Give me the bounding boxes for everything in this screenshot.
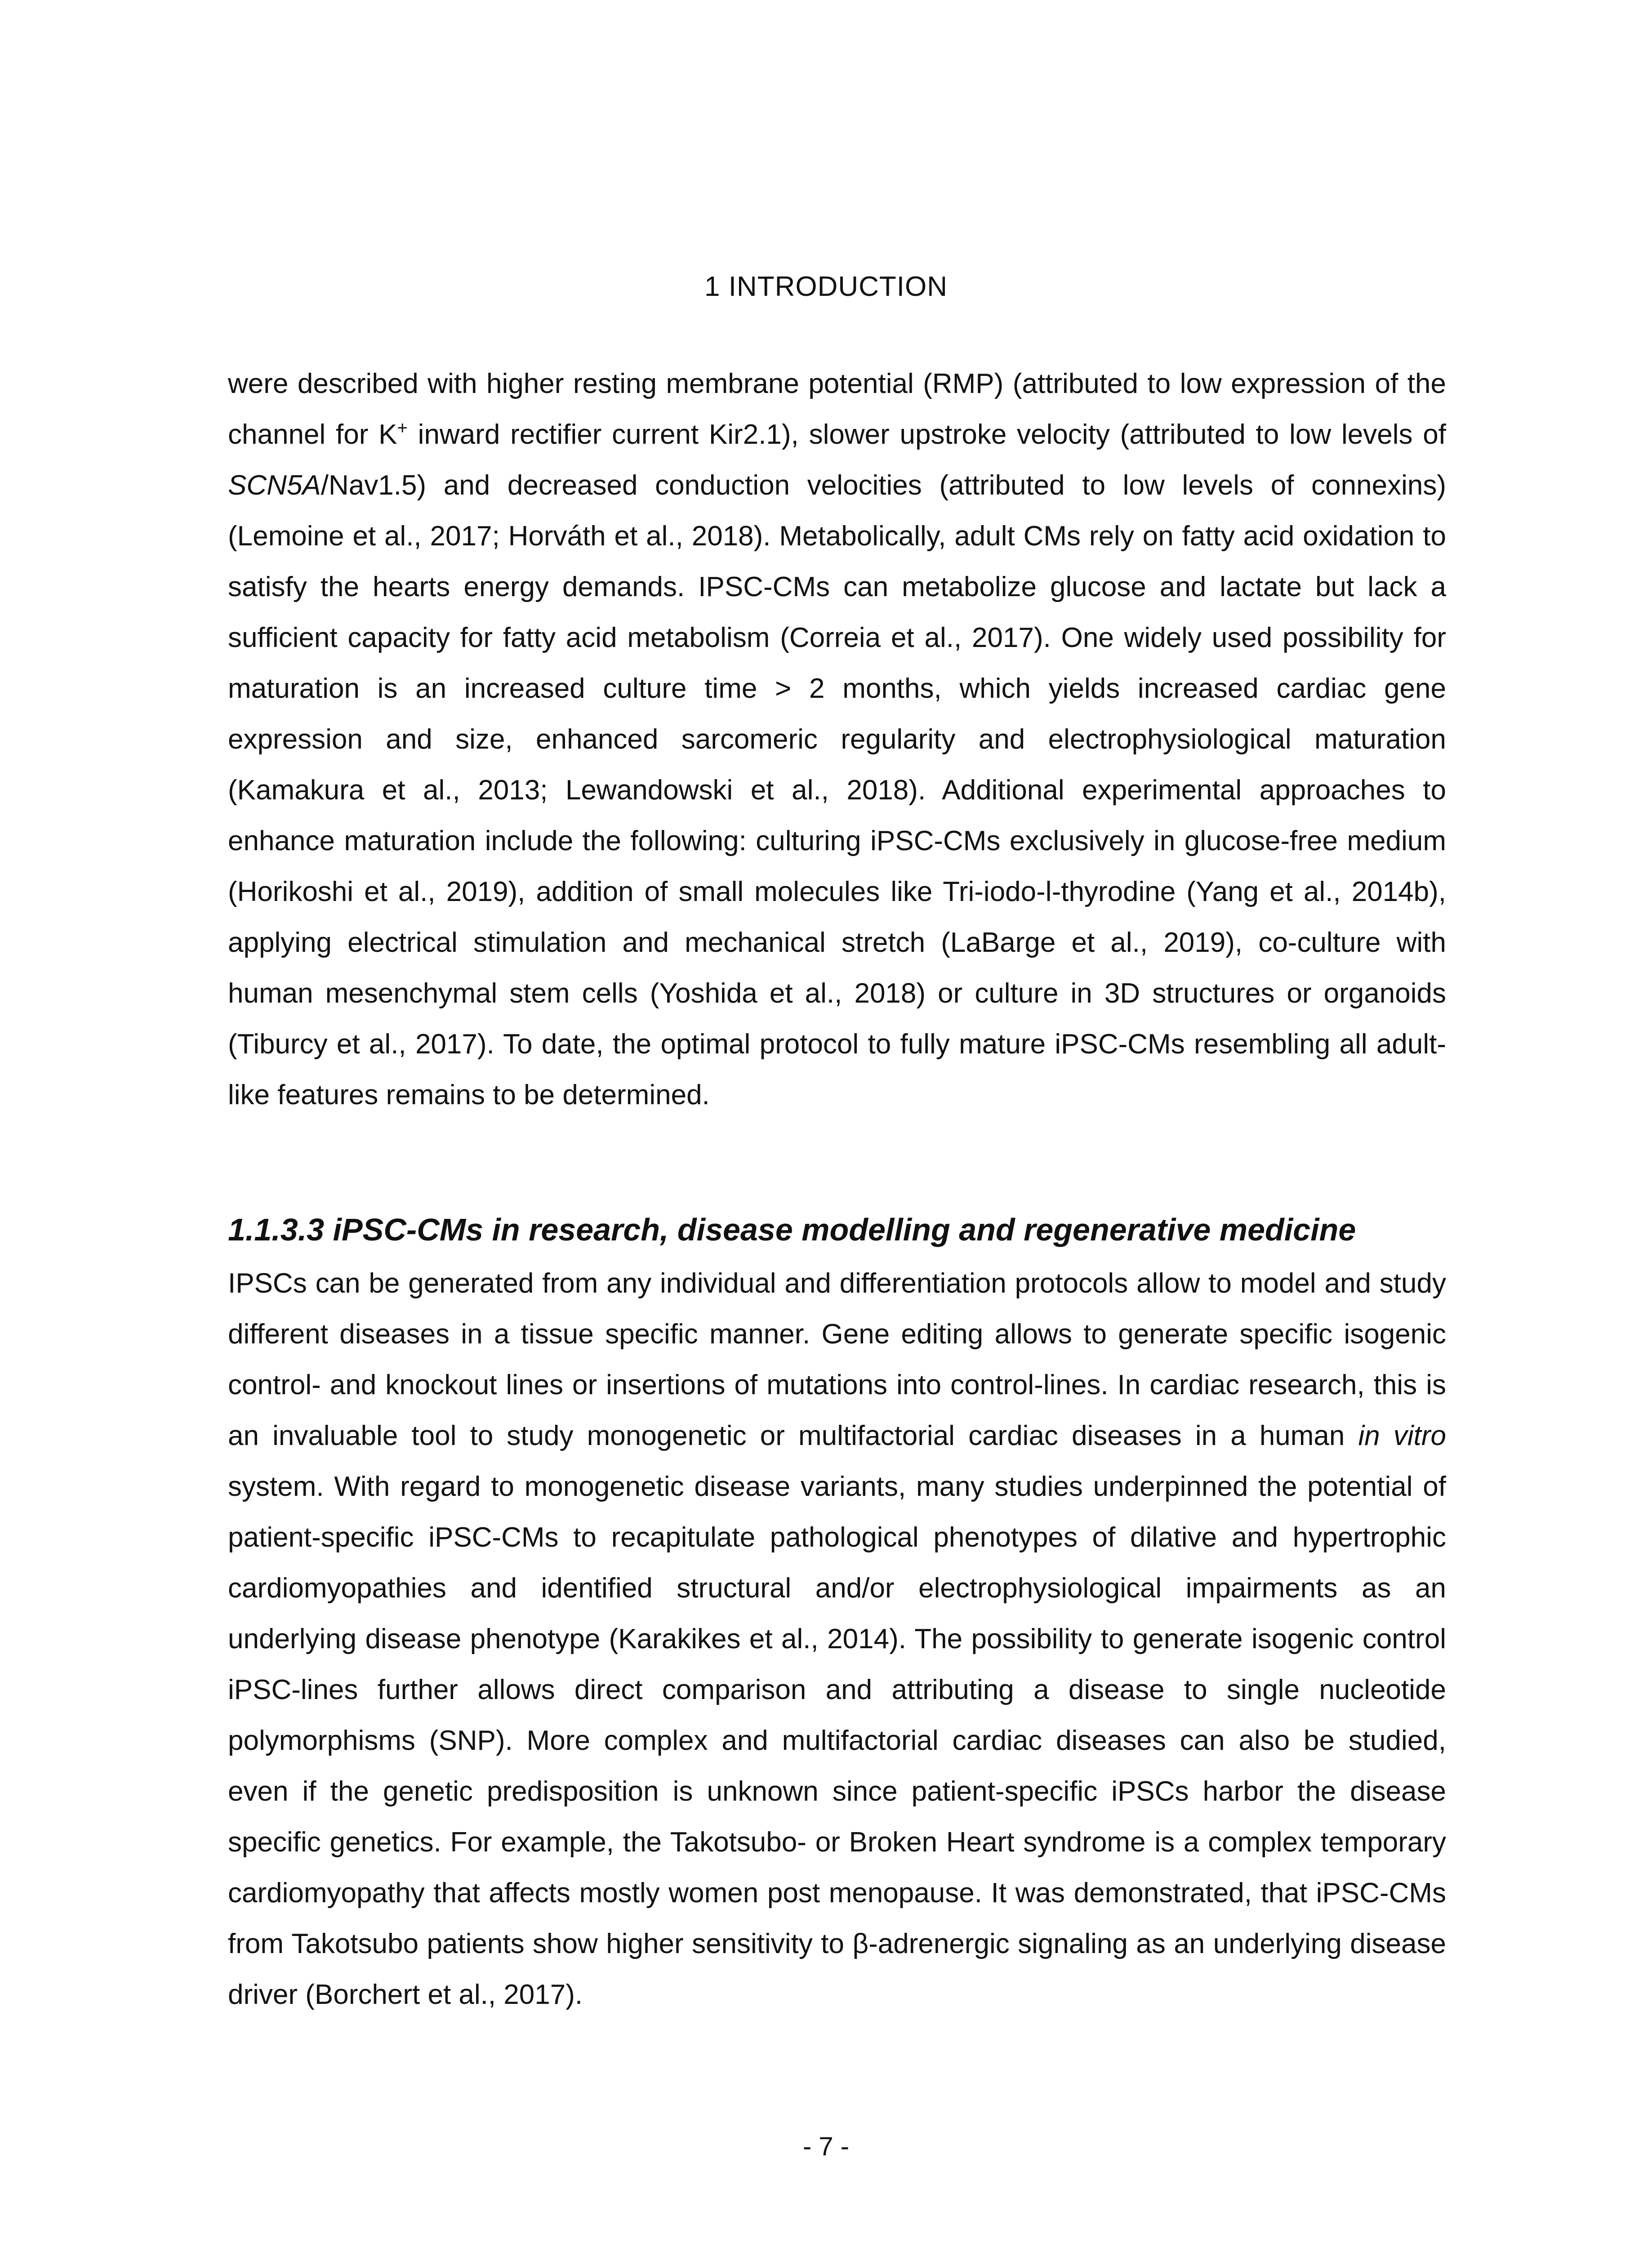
running-header: 1 INTRODUCTION	[704, 271, 948, 302]
text-run: were described with higher resting membrane potential (RMP) (attributed to low expression of the channel for K	[228, 368, 1446, 450]
text-run: /Nav1.5) and decreased conduction velocities (attributed to low levels of connexins) (Lemoine et al., 2017; Horváth et al., 2018). Metabolically, adult CMs rely on fatty acid oxidation to satisfy the hearts energy demands. IPSC-CMs can metabolize glucose and lactate but lack a sufficient capacity for fatty acid metabolism (Correia et al., 2017). One widely used possibility for maturation is an increased culture time > 2 months, which yields increased cardiac gene expression and size, enhanced sarcomeric regularity and electrophysiological maturation (Kamakura et al., 2013; Lewandowski et al., 2018). Additional experimental approaches to enhance maturation include the following: culturing iPSC-CMs exclusively in glucose-free medium (Horikoshi et al., 2019), addition of small molecules like Tri-iodo-l-thyrodine (Yang et al., 2014b), applying electrical stimulation and mechanical stretch (LaBarge et al., 2019), co-culture with human mesenchymal stem cells (Yoshida et al., 2018) or culture in 3D structures or organoids (Tiburcy et al., 2017). To date, the optimal protocol to fully mature iPSC-CMs resembling all adult-like features remains to be determined.	[228, 470, 1446, 1111]
text-run: system. With regard to monogenetic disease variants, many studies underpinned the potential of patient-specific iPSC-CMs to recapitulate pathological phenotypes of dilative and hypertrophic cardiomyopathies and identified structural and/or electrophysiological impairments as an underlying disease phenotype (Karakikes et al., 2014). The possibility to generate isogenic control iPSC-lines further allows direct comparison and attributing a disease to single nucleotide polymorphisms (SNP). More complex and multifactorial cardiac diseases can also be studied, even if the genetic predisposition is unknown since patient-specific iPSCs harbor the disease specific genetics. For example, the Takotsubo- or Broken Heart syndrome is a complex temporary cardiomyopathy that affects mostly women post menopause. It was demonstrated, that iPSC-CMs from Takotsubo patients show higher sensitivity to β-adrenergic signaling as an underlying disease driver (Borchert et al., 2017).	[228, 1471, 1446, 2010]
gene-name-italic: SCN5A	[228, 470, 321, 501]
section-heading: 1.1.3.3 iPSC-CMs in research, disease modelling and regenerative medicine	[228, 1212, 1356, 1247]
body-paragraph-maturation	[228, 358, 1446, 1120]
in-vitro-italic: in vitro	[1358, 1420, 1446, 1451]
text-run: IPSCs can be generated from any individual and differentiation protocols allow to model and study different diseases in a tissue specific manner. Gene editing allows to generate specific isogenic control- and knockout lines or insertions of mutations into control-lines. In cardiac research, this is an invaluable tool to study monogenetic or multifactorial cardiac diseases in a human	[228, 1268, 1446, 1451]
page-number: - 7 -	[802, 2132, 850, 2161]
text-run: inward rectifier current Kir2.1), slower upstroke velocity (attributed to low levels of	[407, 419, 1446, 450]
superscript-plus: +	[397, 418, 408, 438]
body-paragraph-disease-modelling	[228, 1258, 1446, 2020]
